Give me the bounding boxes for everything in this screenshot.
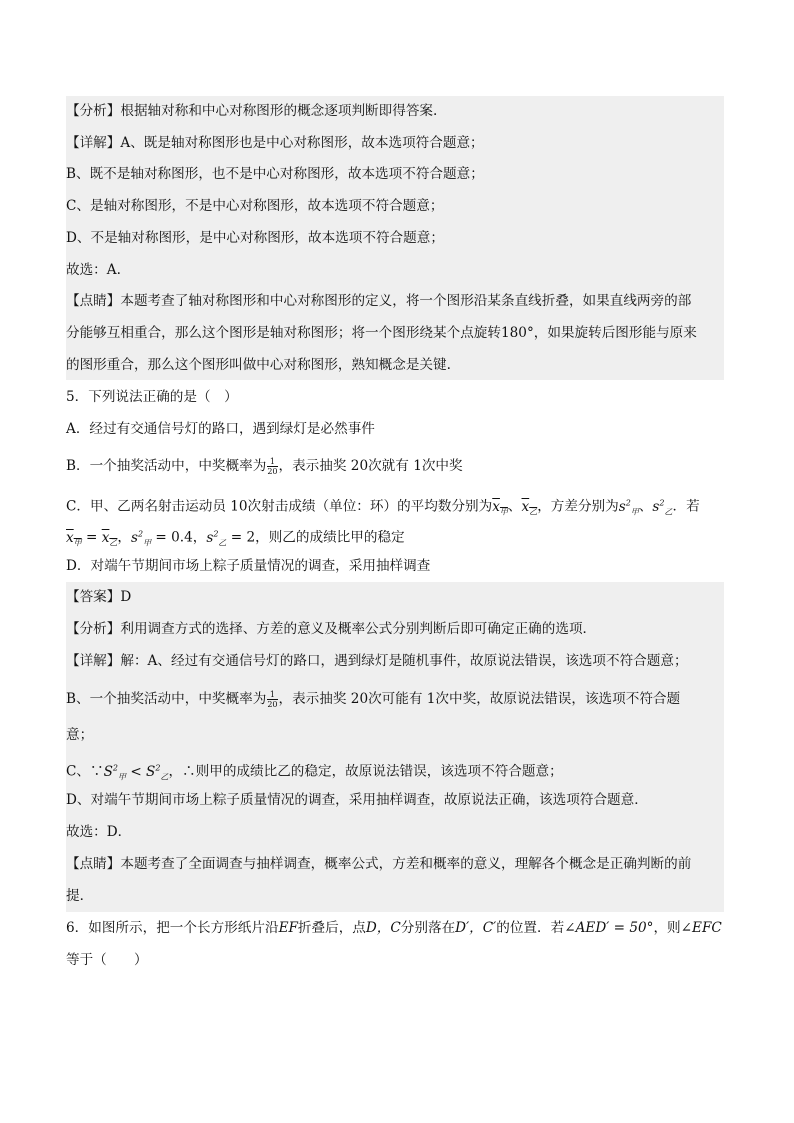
detail-text: C、∵	[66, 763, 104, 780]
detail-line: 【详解】解：A、经过有交通信号灯的路口，遇到绿灯是随机事件，故原说法错误，该选项不符合题意；	[66, 653, 688, 669]
q6-dc-prime: D′，C′	[455, 920, 497, 936]
q6-dc: D，C	[365, 920, 401, 936]
q6-text: ，则	[653, 920, 681, 936]
mean-jia: $x_甲$	[492, 498, 508, 517]
q6-angle-2: ∠EFC	[680, 920, 722, 936]
detail-line: 【详解】A、既是轴对称图形也是中心对称图形，故本选项符合题意；	[66, 135, 484, 151]
q6-angle: ∠AED′ = 50°	[564, 920, 654, 936]
option-b	[66, 455, 724, 477]
note-line: 提．	[66, 888, 94, 904]
question-5-stem: 5．下列说法正确的是（ ）	[66, 389, 238, 405]
option-c-line-2: $x_甲 = x_乙$，$s^2_甲 = 0.4$，$s^2_乙 = 2$，则乙的成绩比甲的稳定	[66, 529, 405, 548]
variance-jia: $s^2_甲$	[618, 498, 639, 517]
detail-line: D、不是轴对称图形，是中心对称图形，故本选项不符合题意；	[66, 230, 444, 246]
analysis-line: 【分析】利用调查方式的选择、方差的意义及概率公式分别判断后即可确定正确的选项．	[66, 621, 597, 637]
q6-text: 折叠后，点	[297, 920, 366, 936]
detail-line: D、对端午节期间市场上粽子质量情况的调查，采用抽样调查，故原说法正确，该选项符合题意．	[66, 792, 648, 808]
analysis-line: 【分析】根据轴对称和中心对称图形的概念逐项判断即得答案.	[66, 103, 438, 119]
variance-yi: $s^2_乙$	[652, 498, 673, 517]
detail-text: B、一个抽奖活动中，中奖概率为	[66, 691, 267, 707]
mean-jia-2: $x_甲$	[66, 529, 82, 548]
variance-jia-value: = 0.4，	[155, 529, 207, 546]
note-line: 【点睛】本题考查了全面调查与抽样调查，概率公式，方差和概率的意义，理解各个概念是正确判断的前	[66, 856, 692, 872]
detail-text-end: ，∴则甲的成绩比乙的稳定，故原说法错误，该选项不符合题意；	[168, 763, 563, 780]
option-c-text-mid: ，方差分别为	[537, 498, 619, 515]
option-a: A．经过有交通信号灯的路口，遇到绿灯是必然事件	[66, 421, 375, 437]
note-line: 分能够互相重合，那么这个图形是轴对称图形；将一个图形绕某个点旋转180°，如果旋转后图形能与原来	[66, 325, 697, 341]
note-line: 的图形重合，那么这个图形叫做中心对称图形，熟知概念是关键.	[66, 357, 451, 373]
question-6-line-1	[66, 917, 724, 939]
q6-text: 6．如图所示，把一个长方形纸片沿	[66, 920, 279, 936]
note-line: 【点睛】本题考查了轴对称图形和中心对称图形的定义，将一个图形沿某条直线折叠，如果直线两旁的部	[66, 293, 692, 309]
question-6-line-2: 等于（ ）	[66, 952, 148, 968]
mean-yi: $x_乙$	[521, 498, 538, 517]
variance-yi-2: $s^2_乙$	[206, 529, 227, 548]
option-b-text-end: ，表示抽奖 20次就有 1次中奖	[278, 458, 463, 474]
option-c-line-1: C．甲、乙两名射击运动员 10次射击成绩（单位：环）的平均数分别为$x_甲$、$x_乙$，方差分别为$s^2_甲$、$s^2_乙$．若	[66, 498, 700, 517]
choice-line: 故选：D．	[66, 824, 132, 840]
q6-text: 的位置．若	[496, 920, 565, 936]
choice-line: 故选：A.	[66, 262, 121, 278]
detail-text-end: ，表示抽奖 20次可能有 1次中奖，故原说法错误，该选项不符合题	[278, 691, 681, 707]
detail-line: 意；	[66, 727, 94, 743]
q6-ef: EF	[278, 920, 298, 936]
variance-jia-2: $s^2_甲$	[130, 529, 152, 548]
option-d: D．对端午节期间市场上粽子质量情况的调查，采用抽样调查	[66, 558, 431, 574]
option-c-text-2: ，则乙的成绩比甲的稳定	[255, 529, 405, 546]
q6-text: 分别落在	[400, 920, 456, 936]
detail-line: C、是轴对称图形，不是中心对称图形，故本选项不符合题意；	[66, 198, 444, 214]
variance-yi-value: = 2	[230, 529, 256, 546]
detail-line: B、既不是轴对称图形，也不是中心对称图形，故本选项不符合题意；	[66, 166, 484, 182]
option-c-text-end: ．若	[672, 498, 700, 515]
option-b-text: B．一个抽奖活动中，中奖概率为	[66, 458, 267, 474]
probability-fraction: $\frac{1}{20}$	[267, 457, 278, 476]
variance-compare: $S^2_甲 < S^2_乙$	[103, 763, 169, 782]
detail-line	[66, 757, 724, 788]
option-c-text: C．甲、乙两名射击运动员 10次射击成绩（单位：环）的平均数分别为	[66, 498, 493, 515]
detail-line	[66, 688, 724, 710]
answer-line: 【答案】D	[66, 589, 132, 605]
mean-yi-2: $x_乙$	[101, 529, 118, 548]
probability-fraction: $\frac{1}{20}$	[267, 690, 278, 709]
